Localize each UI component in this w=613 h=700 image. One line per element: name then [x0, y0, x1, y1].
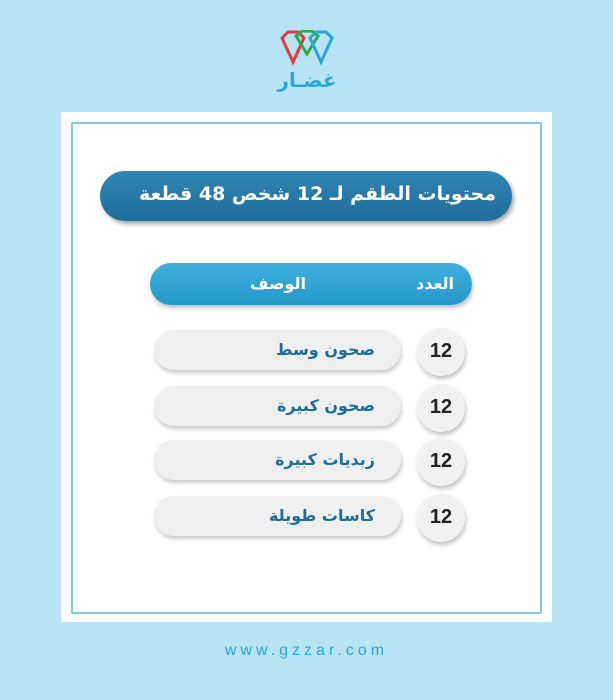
row-count: 12	[429, 506, 453, 528]
title-banner	[100, 171, 512, 221]
row-label: كاسات طويلة	[268, 506, 375, 525]
row-description-pill	[154, 440, 401, 480]
row-description-pill	[154, 386, 401, 426]
diamond-logo-icon	[278, 30, 336, 66]
row-description-pill	[154, 330, 401, 370]
header-description: الوصف	[250, 274, 307, 293]
table-row	[154, 328, 474, 376]
table-header	[150, 263, 472, 305]
website-url[interactable]: www.gzzar.com	[224, 642, 389, 659]
row-description-pill	[154, 496, 401, 536]
row-label: صحون وسط	[275, 340, 375, 359]
row-count: 12	[429, 450, 453, 472]
table-row	[154, 494, 474, 542]
table-row	[154, 438, 474, 486]
row-count-badge	[417, 328, 465, 376]
row-count-badge	[417, 438, 465, 486]
page-title: محتويات الطقم لـ 12 شخص 48 قطعة	[139, 183, 496, 205]
table-row	[154, 384, 474, 432]
brand-logo	[272, 30, 342, 92]
brand-name: غضـار	[277, 68, 337, 92]
row-label: زبديات كبيرة	[275, 450, 375, 469]
row-label: صحون كبيرة	[276, 396, 375, 415]
row-count: 12	[429, 340, 453, 362]
row-count-badge	[417, 384, 465, 432]
row-count-badge	[417, 494, 465, 542]
header-count: العدد	[416, 274, 454, 293]
row-count: 12	[429, 396, 453, 418]
contents-card	[61, 112, 552, 622]
